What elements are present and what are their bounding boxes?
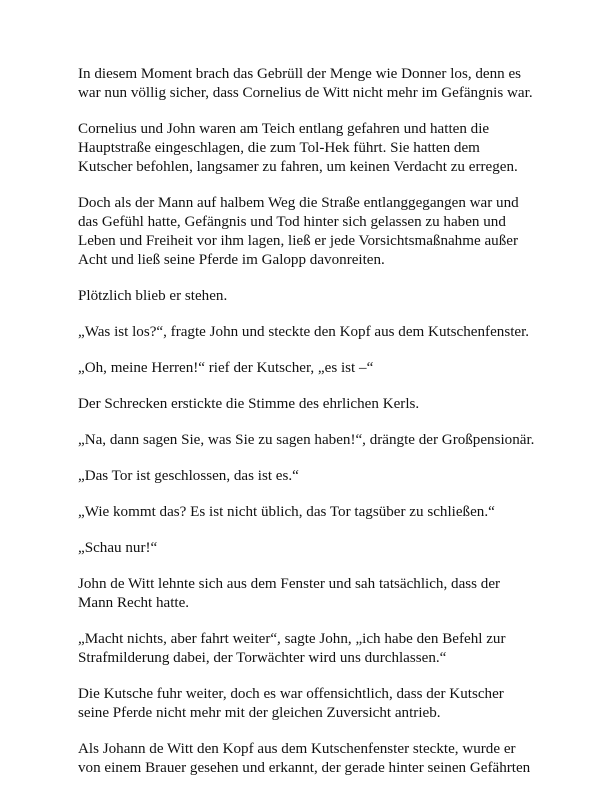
paragraph: Doch als der Mann auf halbem Weg die Straße entlanggegangen war und das Gefühl hatte, Gefängnis und Tod hinter sich gelassen zu haben und Leben und Freiheit vor ihm lagen, ließ er jede Vorsichtsmaßnahme außer Acht und ließ seine Pferde im Galopp davonreiten. (78, 195, 519, 268)
paragraph: Cornelius und John waren am Teich entlang gefahren und hatten die Hauptstraße eingeschlagen, die zum Tol-Hek führt. Sie hatten dem Kutscher befohlen, langsamer zu fahren, um keinen Verdacht zu erregen. (78, 121, 518, 175)
paragraph: „Das Tor ist geschlossen, das ist es.“ (78, 468, 299, 484)
paragraph: „Na, dann sagen Sie, was Sie zu sagen haben!“, drängte der Großpensionär. (78, 432, 535, 448)
paragraph: „Wie kommt das? Es ist nicht üblich, das Tor tagsüber zu schließen.“ (78, 504, 495, 520)
paragraph: „Oh, meine Herren!“ rief der Kutscher, „es ist –“ (78, 360, 374, 376)
paragraph: In diesem Moment brach das Gebrüll der Menge wie Donner los, denn es war nun völlig sicher, dass Cornelius de Witt nicht mehr im Gefängnis war. (78, 66, 533, 101)
document-body (78, 65, 538, 795)
paragraph: Plötzlich blieb er stehen. (78, 288, 228, 304)
paragraph: Die Kutsche fuhr weiter, doch es war offensichtlich, dass der Kutscher seine Pferde nicht mehr mit der gleichen Zuversicht antrieb. (78, 686, 504, 721)
paragraph: John de Witt lehnte sich aus dem Fenster und sah tatsächlich, dass der Mann Recht hatte. (78, 576, 501, 611)
paragraph: „Was ist los?“, fragte John und steckte den Kopf aus dem Kutschenfenster. (78, 324, 530, 340)
paragraph: Als Johann de Witt den Kopf aus dem Kutschenfenster steckte, wurde er von einem Brauer gesehen und erkannt, der gerade hinter seinen Gefährten (78, 741, 531, 776)
paragraph: „Schau nur!“ (78, 540, 158, 556)
paragraph: Der Schrecken erstickte die Stimme des ehrlichen Kerls. (78, 396, 420, 412)
paragraph: „Macht nichts, aber fahrt weiter“, sagte John, „ich habe den Befehl zur Strafmilderung dabei, der Torwächter wird uns durchlassen.“ (78, 631, 506, 666)
